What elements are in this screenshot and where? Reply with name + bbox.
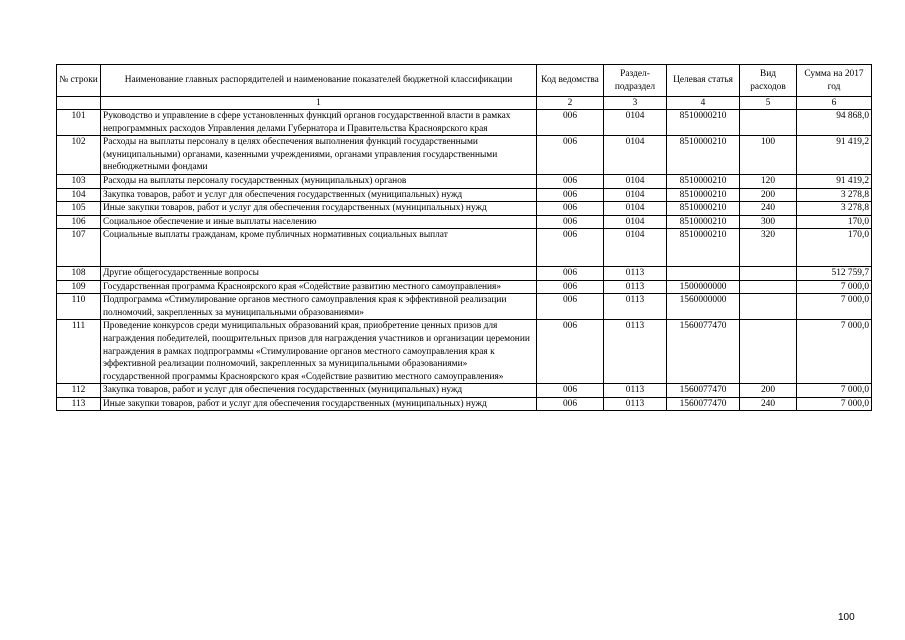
department-code: 006	[537, 229, 604, 267]
department-code: 006	[537, 202, 604, 216]
expense-kind: 320	[740, 229, 797, 267]
section-code: 0104	[604, 215, 667, 229]
section-code: 0113	[604, 266, 667, 280]
header-row	[57, 65, 872, 97]
target-article: 8510000210	[667, 110, 740, 136]
row-sum: 170,0	[797, 215, 872, 229]
expense-kind: 240	[740, 397, 797, 411]
row-sum: 3 278,8	[797, 202, 872, 216]
row-number: 111	[57, 320, 101, 384]
section-code: 0104	[604, 229, 667, 267]
target-article: 8510000210	[667, 188, 740, 202]
column-number-cell: 4	[667, 97, 740, 110]
row-name: Руководство и управление в сфере установленных функций органов государственной власти в рамках непрограммных расходов Управления делами Губернатора и Правительства Красноярского края	[101, 110, 537, 136]
header-section: Раздел-подраздел	[604, 65, 667, 97]
section-code: 0113	[604, 294, 667, 320]
row-name: Иные закупки товаров, работ и услуг для обеспечения государственных (муниципальных) нужд	[101, 202, 537, 216]
expense-kind: 200	[740, 188, 797, 202]
expense-kind	[740, 294, 797, 320]
row-name: Социальные выплаты гражданам, кроме публичных нормативных социальных выплат	[101, 229, 537, 267]
department-code: 006	[537, 280, 604, 294]
column-number-cell: 6	[797, 97, 872, 110]
column-number-cell	[57, 97, 101, 110]
section-code: 0104	[604, 202, 667, 216]
department-code: 006	[537, 294, 604, 320]
header-row-number: № строки	[57, 65, 101, 97]
section-code: 0104	[604, 136, 667, 175]
row-name: Расходы на выплаты персоналу государственных (муниципальных) органов	[101, 174, 537, 188]
row-name: Расходы на выплаты персоналу в целях обеспечения выполнения функций государственными (муниципальными) органами, казенными учреждениями, органами управления государственными внебюджетными фондами	[101, 136, 537, 175]
section-code: 0113	[604, 320, 667, 384]
row-number: 110	[57, 294, 101, 320]
page-number: 100	[838, 612, 855, 623]
column-number-cell: 5	[740, 97, 797, 110]
department-code: 006	[537, 384, 604, 398]
table-row	[57, 215, 872, 229]
expense-kind: 200	[740, 384, 797, 398]
column-number-cell: 3	[604, 97, 667, 110]
row-sum: 7 000,0	[797, 294, 872, 320]
target-article: 1560077470	[667, 320, 740, 384]
department-code: 006	[537, 266, 604, 280]
row-sum: 512 759,7	[797, 266, 872, 280]
target-article: 1560077470	[667, 397, 740, 411]
table-row	[57, 384, 872, 398]
section-code: 0113	[604, 397, 667, 411]
row-name: Другие общегосударственные вопросы	[101, 266, 537, 280]
expense-kind: 300	[740, 215, 797, 229]
table-row	[57, 294, 872, 320]
row-sum: 91 419,2	[797, 174, 872, 188]
row-number: 102	[57, 136, 101, 175]
row-sum: 94 868,0	[797, 110, 872, 136]
table-row	[57, 320, 872, 384]
row-name: Государственная программа Красноярского края «Содействие развитию местного самоуправления»	[101, 280, 537, 294]
row-number: 106	[57, 215, 101, 229]
target-article: 1560000000	[667, 294, 740, 320]
table-row	[57, 188, 872, 202]
department-code: 006	[537, 215, 604, 229]
header-expense-kind: Вид расходов	[740, 65, 797, 97]
row-sum: 170,0	[797, 229, 872, 267]
expense-kind: 100	[740, 136, 797, 175]
row-number: 108	[57, 266, 101, 280]
row-sum: 91 419,2	[797, 136, 872, 175]
header-department-code: Код ведомства	[537, 65, 604, 97]
department-code: 006	[537, 110, 604, 136]
target-article: 1500000000	[667, 280, 740, 294]
target-article: 8510000210	[667, 215, 740, 229]
table-row	[57, 174, 872, 188]
row-sum: 3 278,8	[797, 188, 872, 202]
row-sum: 7 000,0	[797, 320, 872, 384]
column-number-row	[57, 97, 872, 110]
expense-kind: 120	[740, 174, 797, 188]
header-name: Наименование главных распорядителей и наименование показателей бюджетной классификации	[101, 65, 537, 97]
expense-kind	[740, 280, 797, 294]
department-code: 006	[537, 397, 604, 411]
row-name: Подпрограмма «Стимулирование органов местного самоуправления края к эффективной реализации полномочий, закрепленных за муниципальными образованиями»	[101, 294, 537, 320]
target-article: 8510000210	[667, 136, 740, 175]
row-name: Проведение конкурсов среди муниципальных образований края, приобретение ценных призов для награждения победителей, поощрительных призов для награждения участников и организации церемонии награждения в рамках подпрограммы «Стимулирование органов местного самоуправления края к эффективной реализации полномочий, закрепленных за муниципальными образованиями» государственной программы Красноярского края «Содействие развитию местного самоуправления»	[101, 320, 537, 384]
row-number: 113	[57, 397, 101, 411]
row-sum: 7 000,0	[797, 397, 872, 411]
table-row	[57, 202, 872, 216]
section-code: 0104	[604, 174, 667, 188]
row-number: 107	[57, 229, 101, 267]
table-row	[57, 229, 872, 267]
row-name: Закупка товаров, работ и услуг для обеспечения государственных (муниципальных) нужд	[101, 188, 537, 202]
expense-kind	[740, 110, 797, 136]
row-number: 109	[57, 280, 101, 294]
row-number: 103	[57, 174, 101, 188]
department-code: 006	[537, 188, 604, 202]
row-number: 101	[57, 110, 101, 136]
target-article	[667, 266, 740, 280]
column-number-cell: 1	[101, 97, 537, 110]
target-article: 8510000210	[667, 174, 740, 188]
section-code: 0104	[604, 110, 667, 136]
department-code: 006	[537, 320, 604, 384]
expense-kind	[740, 320, 797, 384]
row-number: 105	[57, 202, 101, 216]
row-number: 104	[57, 188, 101, 202]
budget-table	[56, 64, 872, 411]
expense-kind: 240	[740, 202, 797, 216]
row-name: Иные закупки товаров, работ и услуг для обеспечения государственных (муниципальных) нужд	[101, 397, 537, 411]
row-name: Закупка товаров, работ и услуг для обеспечения государственных (муниципальных) нужд	[101, 384, 537, 398]
column-number-cell: 2	[537, 97, 604, 110]
table-row	[57, 266, 872, 280]
section-code: 0113	[604, 384, 667, 398]
expense-kind	[740, 266, 797, 280]
row-name: Социальное обеспечение и иные выплаты населению	[101, 215, 537, 229]
target-article: 1560077470	[667, 384, 740, 398]
department-code: 006	[537, 136, 604, 175]
table-row	[57, 280, 872, 294]
header-target-article: Целевая статья	[667, 65, 740, 97]
row-sum: 7 000,0	[797, 280, 872, 294]
section-code: 0113	[604, 280, 667, 294]
section-code: 0104	[604, 188, 667, 202]
table-row	[57, 136, 872, 175]
table-row	[57, 397, 872, 411]
table-row	[57, 110, 872, 136]
department-code: 006	[537, 174, 604, 188]
header-sum: Сумма на 2017 год	[797, 65, 872, 97]
target-article: 8510000210	[667, 202, 740, 216]
row-sum: 7 000,0	[797, 384, 872, 398]
row-number: 112	[57, 384, 101, 398]
target-article: 8510000210	[667, 229, 740, 267]
